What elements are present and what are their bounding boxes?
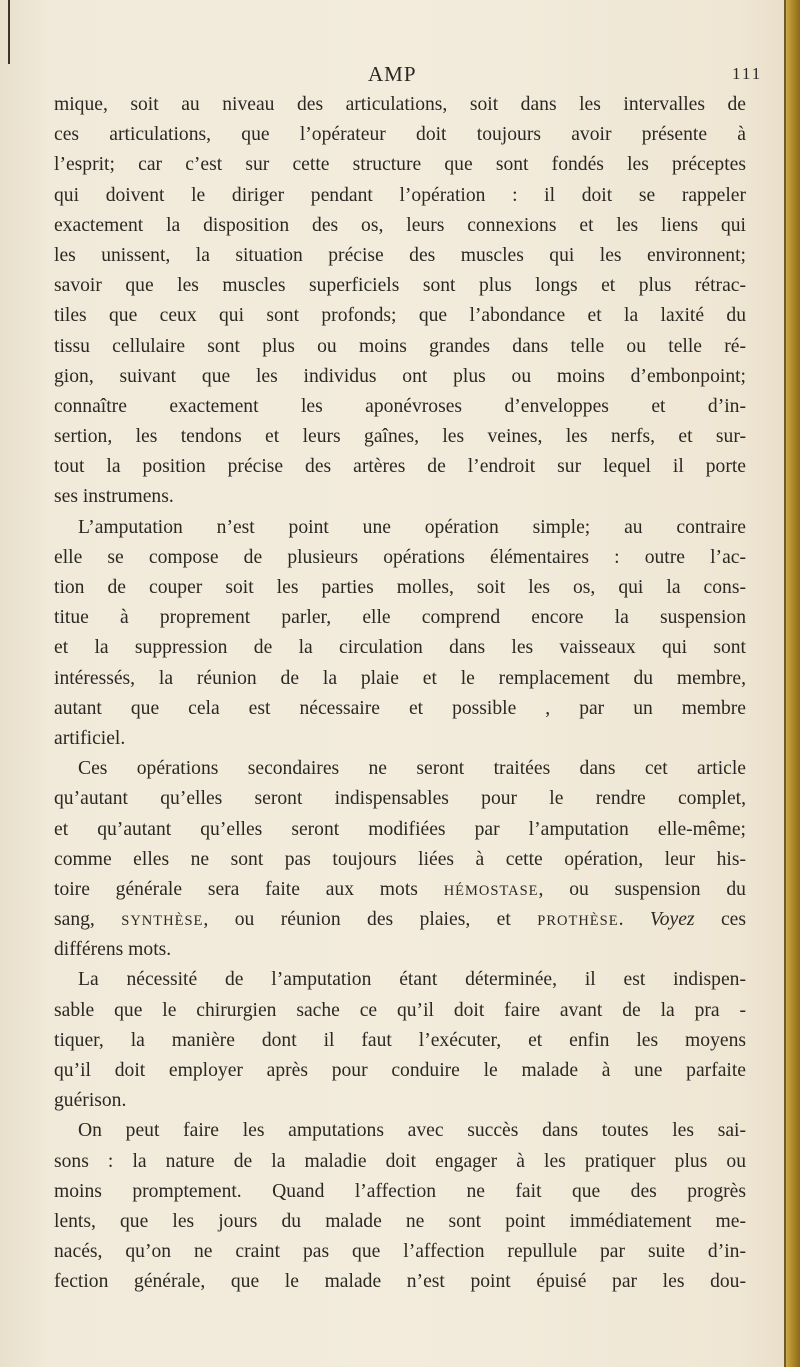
text-line: sons : la nature de la maladie doit engager à les pratiquer plus ou [54,1150,746,1172]
text-line: guérison. [54,1090,127,1112]
text-line: différens mots. [54,939,172,961]
text-line: qu’autant qu’elles seront indispensables pour le rendre complet, [54,788,746,810]
cross-reference: HÉMOSTASE [443,882,539,899]
binding-line [8,0,10,64]
text-line: lents, que les jours du malade ne sont point immédiatement me- [54,1210,746,1232]
paragraph-start-line: On peut faire les amputations avec succès dans toutes les sai- [78,1120,746,1142]
paragraph-start-line: La nécessité de l’amputation étant déterminée, il est indispen- [78,969,746,991]
page-number: 111 [732,64,763,83]
paragraph-start-line: Ces opérations secondaires ne seront traitées dans cet article [78,758,746,780]
text-line: exactement la disposition des os, leurs connexions et les liens qui [54,214,746,236]
text-line: gion, suivant que les individus ont plus ou moins d’embonpoint; [54,365,746,387]
cross-reference: PROTHÈSE [537,913,619,930]
text-line: tissu cellulaire sont plus ou moins grandes dans telle ou telle ré- [54,335,746,357]
text-line: artificiel. [54,727,126,749]
body-text [54,90,746,1298]
text-line: toire générale sera faite aux mots HÉMOSTASE, ou suspension du [54,878,746,900]
text-line: ces articulations, que l’opérateur doit toujours avoir présente à [54,124,746,146]
page-gilt-edge [786,0,800,1367]
text-line: connaître exactement les aponévroses d’enveloppes et d’in- [54,395,746,417]
italic-word: Voyez [649,909,695,931]
paragraph-start-line: L’amputation n’est point une opération simple; au contraire [78,516,746,538]
text-line: fection générale, que le malade n’est point épuisé par les dou- [54,1271,746,1293]
text-line: titue à proprement parler, elle comprend encore la suspension [54,607,746,629]
text-line: sang, SYNTHÈSE, ou réunion des plaies, et PROTHÈSE. Voyez ces [54,909,746,931]
cross-reference: SYNTHÈSE [121,913,204,930]
text-line: tiles que ceux qui sont profonds; que l’abondance et la laxité du [54,305,746,327]
running-header [0,62,786,88]
text-line: sable que le chirurgien sache ce qu’il doit faire avant de la pra - [54,999,746,1021]
text-line: elle se compose de plusieurs opérations élémentaires : outre l’ac- [54,546,746,568]
text-line: tiquer, la manière dont il faut l’exécuter, et enfin les moyens [54,1029,746,1051]
text-line: savoir que les muscles superficiels sont plus longs et plus rétrac- [54,275,746,297]
text-line: comme elles ne sont pas toujours liées à cette opération, leur his- [54,848,746,870]
text-line: intéressés, la réunion de la plaie et le remplacement du membre, [54,667,746,689]
text-line: l’esprit; car c’est sur cette structure que sont fondés les préceptes [54,154,746,176]
text-line: tout la position précise des artères de l’endroit sur lequel il porte [54,456,746,478]
text-line: nacés, qu’on ne craint pas que l’affection repullule par suite d’in- [54,1241,746,1263]
text-line: autant que cela est nécessaire et possible , par un membre [54,697,746,719]
text-line: tion de couper soit les parties molles, soit les os, qui la cons- [54,577,746,598]
text-line: qu’il doit employer après pour conduire le malade à une parfaite [54,1060,746,1081]
text-line: et qu’autant qu’elles seront modifiées par l’amputation elle-même; [54,818,746,840]
text-line: mique, soit au niveau des articulations, soit dans les intervalles de [54,94,746,115]
text-line: sertion, les tendons et leurs gaînes, les veines, les nerfs, et sur- [54,426,746,448]
text-line: ses instrumens. [54,486,174,508]
text-line: les unissent, la situation précise des muscles qui les environnent; [54,244,746,266]
text-line: moins promptement. Quand l’affection ne fait que des progrès [54,1180,746,1202]
text-line: qui doivent le diriger pendant l’opération : il doit se rappeler [54,184,746,206]
running-title: AMP [368,62,417,86]
text-line: et la suppression de la circulation dans les vaisseaux qui sont [54,637,746,659]
